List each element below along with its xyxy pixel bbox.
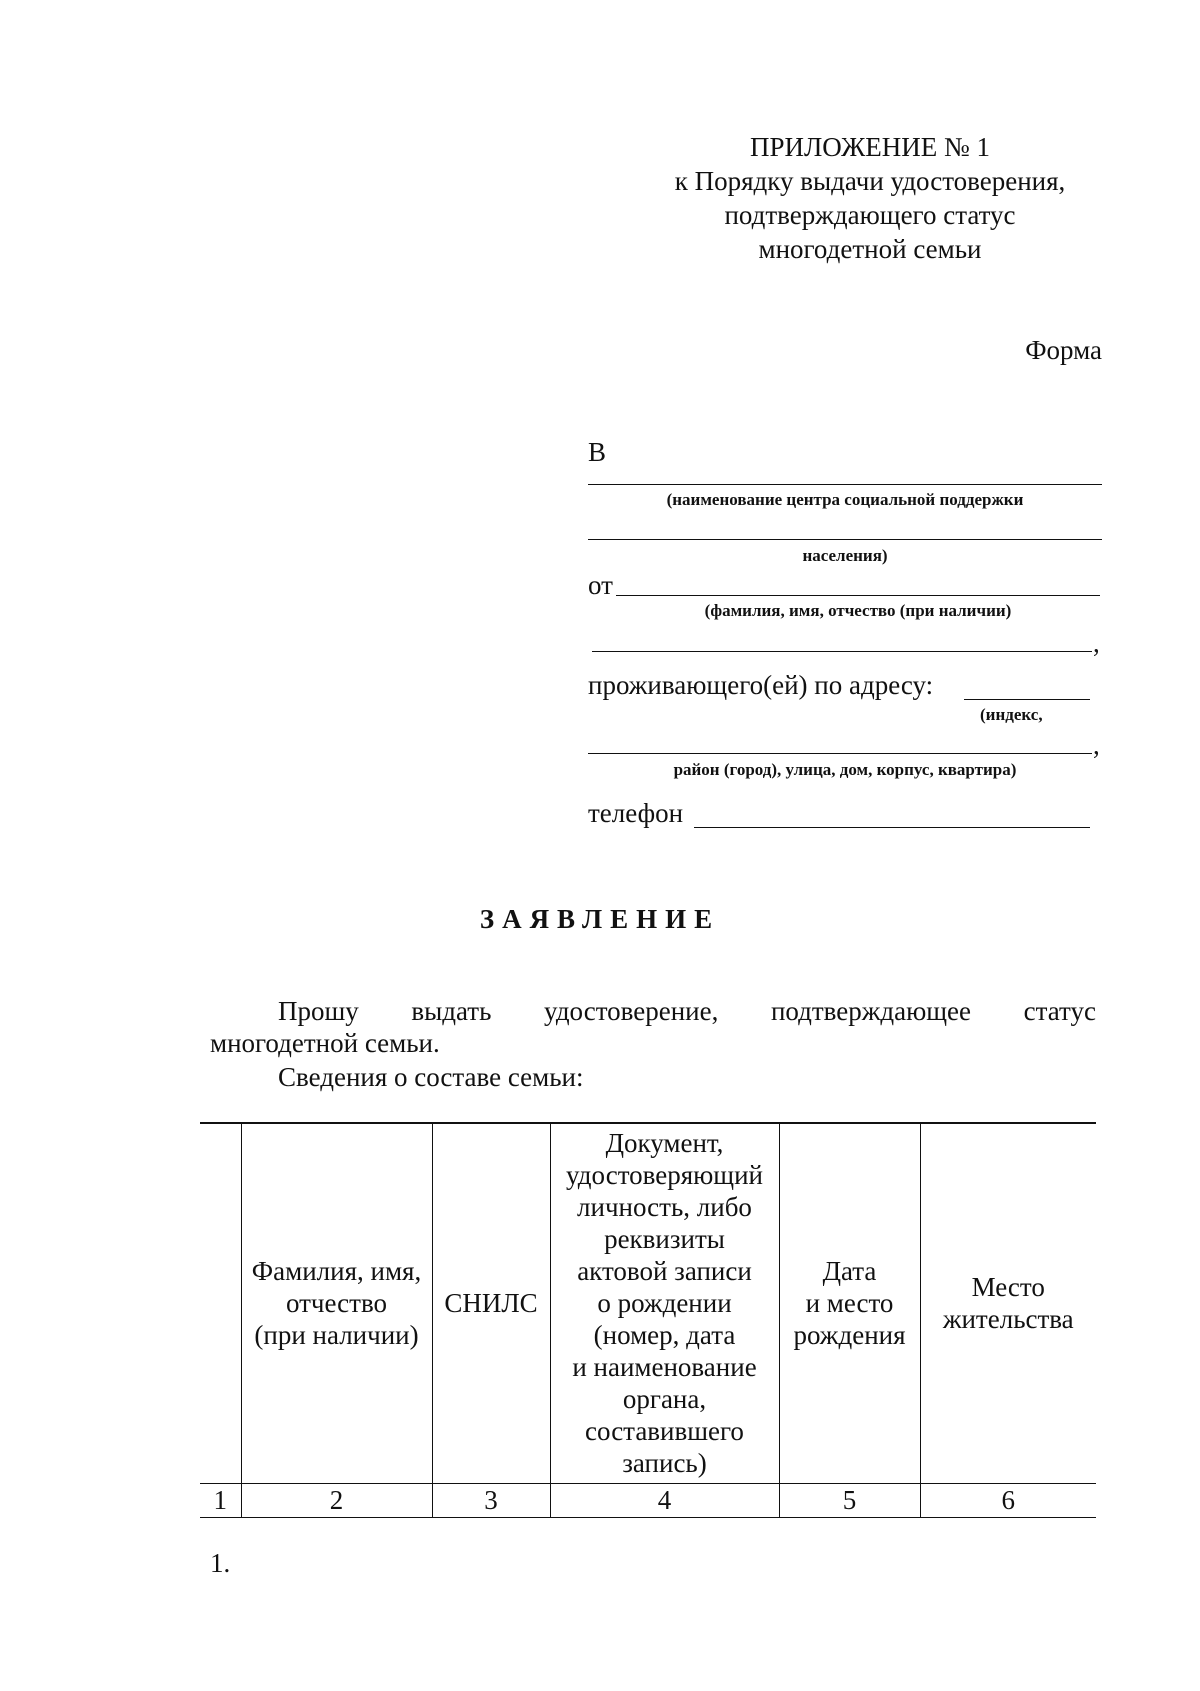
appendix-line-2: к Порядку выдачи удостоверения, xyxy=(674,166,1066,196)
form-label: Форма xyxy=(1025,335,1102,365)
residence-index-line[interactable] xyxy=(964,699,1090,700)
column-number: 1 xyxy=(200,1483,241,1517)
to-prefix: В xyxy=(588,437,607,467)
appendix-line-4: многодетной семьи xyxy=(758,234,982,264)
phone-line[interactable] xyxy=(694,827,1090,828)
request-word: удостоверение, xyxy=(544,996,719,1026)
header-line: удостоверяющий xyxy=(566,1160,763,1191)
header-line: органа, xyxy=(622,1384,707,1415)
from-prefix: от xyxy=(588,570,613,600)
appendix-header xyxy=(640,130,1100,266)
column-number: 5 xyxy=(779,1483,920,1517)
residence-comma: , xyxy=(1093,730,1100,760)
family-intro: Сведения о составе семьи: xyxy=(278,1062,584,1092)
from-line-2[interactable] xyxy=(592,651,1092,652)
from-caption: (фамилия, имя, отчество (при наличии) xyxy=(704,601,1012,620)
header-line: личность, либо xyxy=(577,1192,752,1223)
list-item-1: 1. xyxy=(210,1548,231,1578)
column-number: 3 xyxy=(432,1483,550,1517)
header-line: (номер, дата xyxy=(593,1320,736,1351)
residence-caption-2: район (город), улица, дом, корпус, квартира) xyxy=(673,760,1017,779)
residence-label: проживающего(ей) по адресу: xyxy=(588,670,934,700)
header-line: запись) xyxy=(622,1448,707,1479)
from-line-1[interactable] xyxy=(616,595,1100,596)
header-line: Фамилия, имя, xyxy=(251,1256,422,1287)
header-full-name xyxy=(241,1123,432,1483)
header-line: отчество xyxy=(285,1288,388,1319)
to-caption-1: (наименование центра социальной поддержки xyxy=(666,490,1024,509)
header-birth-date-place xyxy=(779,1123,920,1483)
residence-address-line[interactable] xyxy=(588,753,1092,754)
family-table xyxy=(200,1122,1096,1518)
appendix-number: ПРИЛОЖЕНИЕ № 1 xyxy=(749,132,991,162)
header-line: реквизиты xyxy=(604,1224,725,1255)
to-line-2[interactable] xyxy=(588,539,1102,540)
header-line: жительства xyxy=(942,1304,1074,1335)
request-word: выдать xyxy=(411,996,492,1026)
request-line-1 xyxy=(278,996,1096,1027)
request-word: подтверждающее xyxy=(770,996,972,1026)
column-number: 2 xyxy=(241,1483,432,1517)
header-line: Место xyxy=(971,1272,1045,1303)
header-index xyxy=(200,1123,241,1483)
header-line: актовой записи xyxy=(577,1256,752,1287)
header-line: и место xyxy=(805,1288,894,1319)
appendix-line-3: подтверждающего статус xyxy=(724,200,1016,230)
request-line-2: многодетной семьи. xyxy=(210,1028,440,1058)
residence-caption-1: (индекс, xyxy=(980,705,1043,724)
to-caption-2: населения) xyxy=(802,546,888,565)
to-line-1[interactable] xyxy=(588,484,1102,485)
request-word: Прошу xyxy=(278,996,359,1026)
column-number: 4 xyxy=(550,1483,779,1517)
table-header-row xyxy=(200,1123,1096,1483)
phone-label: телефон xyxy=(588,798,684,828)
header-line: и наименование xyxy=(572,1352,757,1383)
from-comma: , xyxy=(1093,628,1100,658)
table-number-row xyxy=(200,1483,1096,1517)
header-line: о рождении xyxy=(597,1288,732,1319)
request-word: статус xyxy=(1023,996,1096,1026)
header-line: Дата xyxy=(822,1256,877,1287)
header-line: (при наличии) xyxy=(254,1320,419,1351)
document-title: ЗАЯВЛЕНИЕ xyxy=(479,904,721,934)
column-number: 6 xyxy=(920,1483,1096,1517)
header-line: рождения xyxy=(793,1320,906,1351)
header-residence xyxy=(920,1123,1096,1483)
header-snils: СНИЛС xyxy=(432,1123,550,1483)
header-line: составившего xyxy=(585,1416,744,1447)
header-line: Документ, xyxy=(605,1128,724,1159)
header-identity-document xyxy=(550,1123,779,1483)
